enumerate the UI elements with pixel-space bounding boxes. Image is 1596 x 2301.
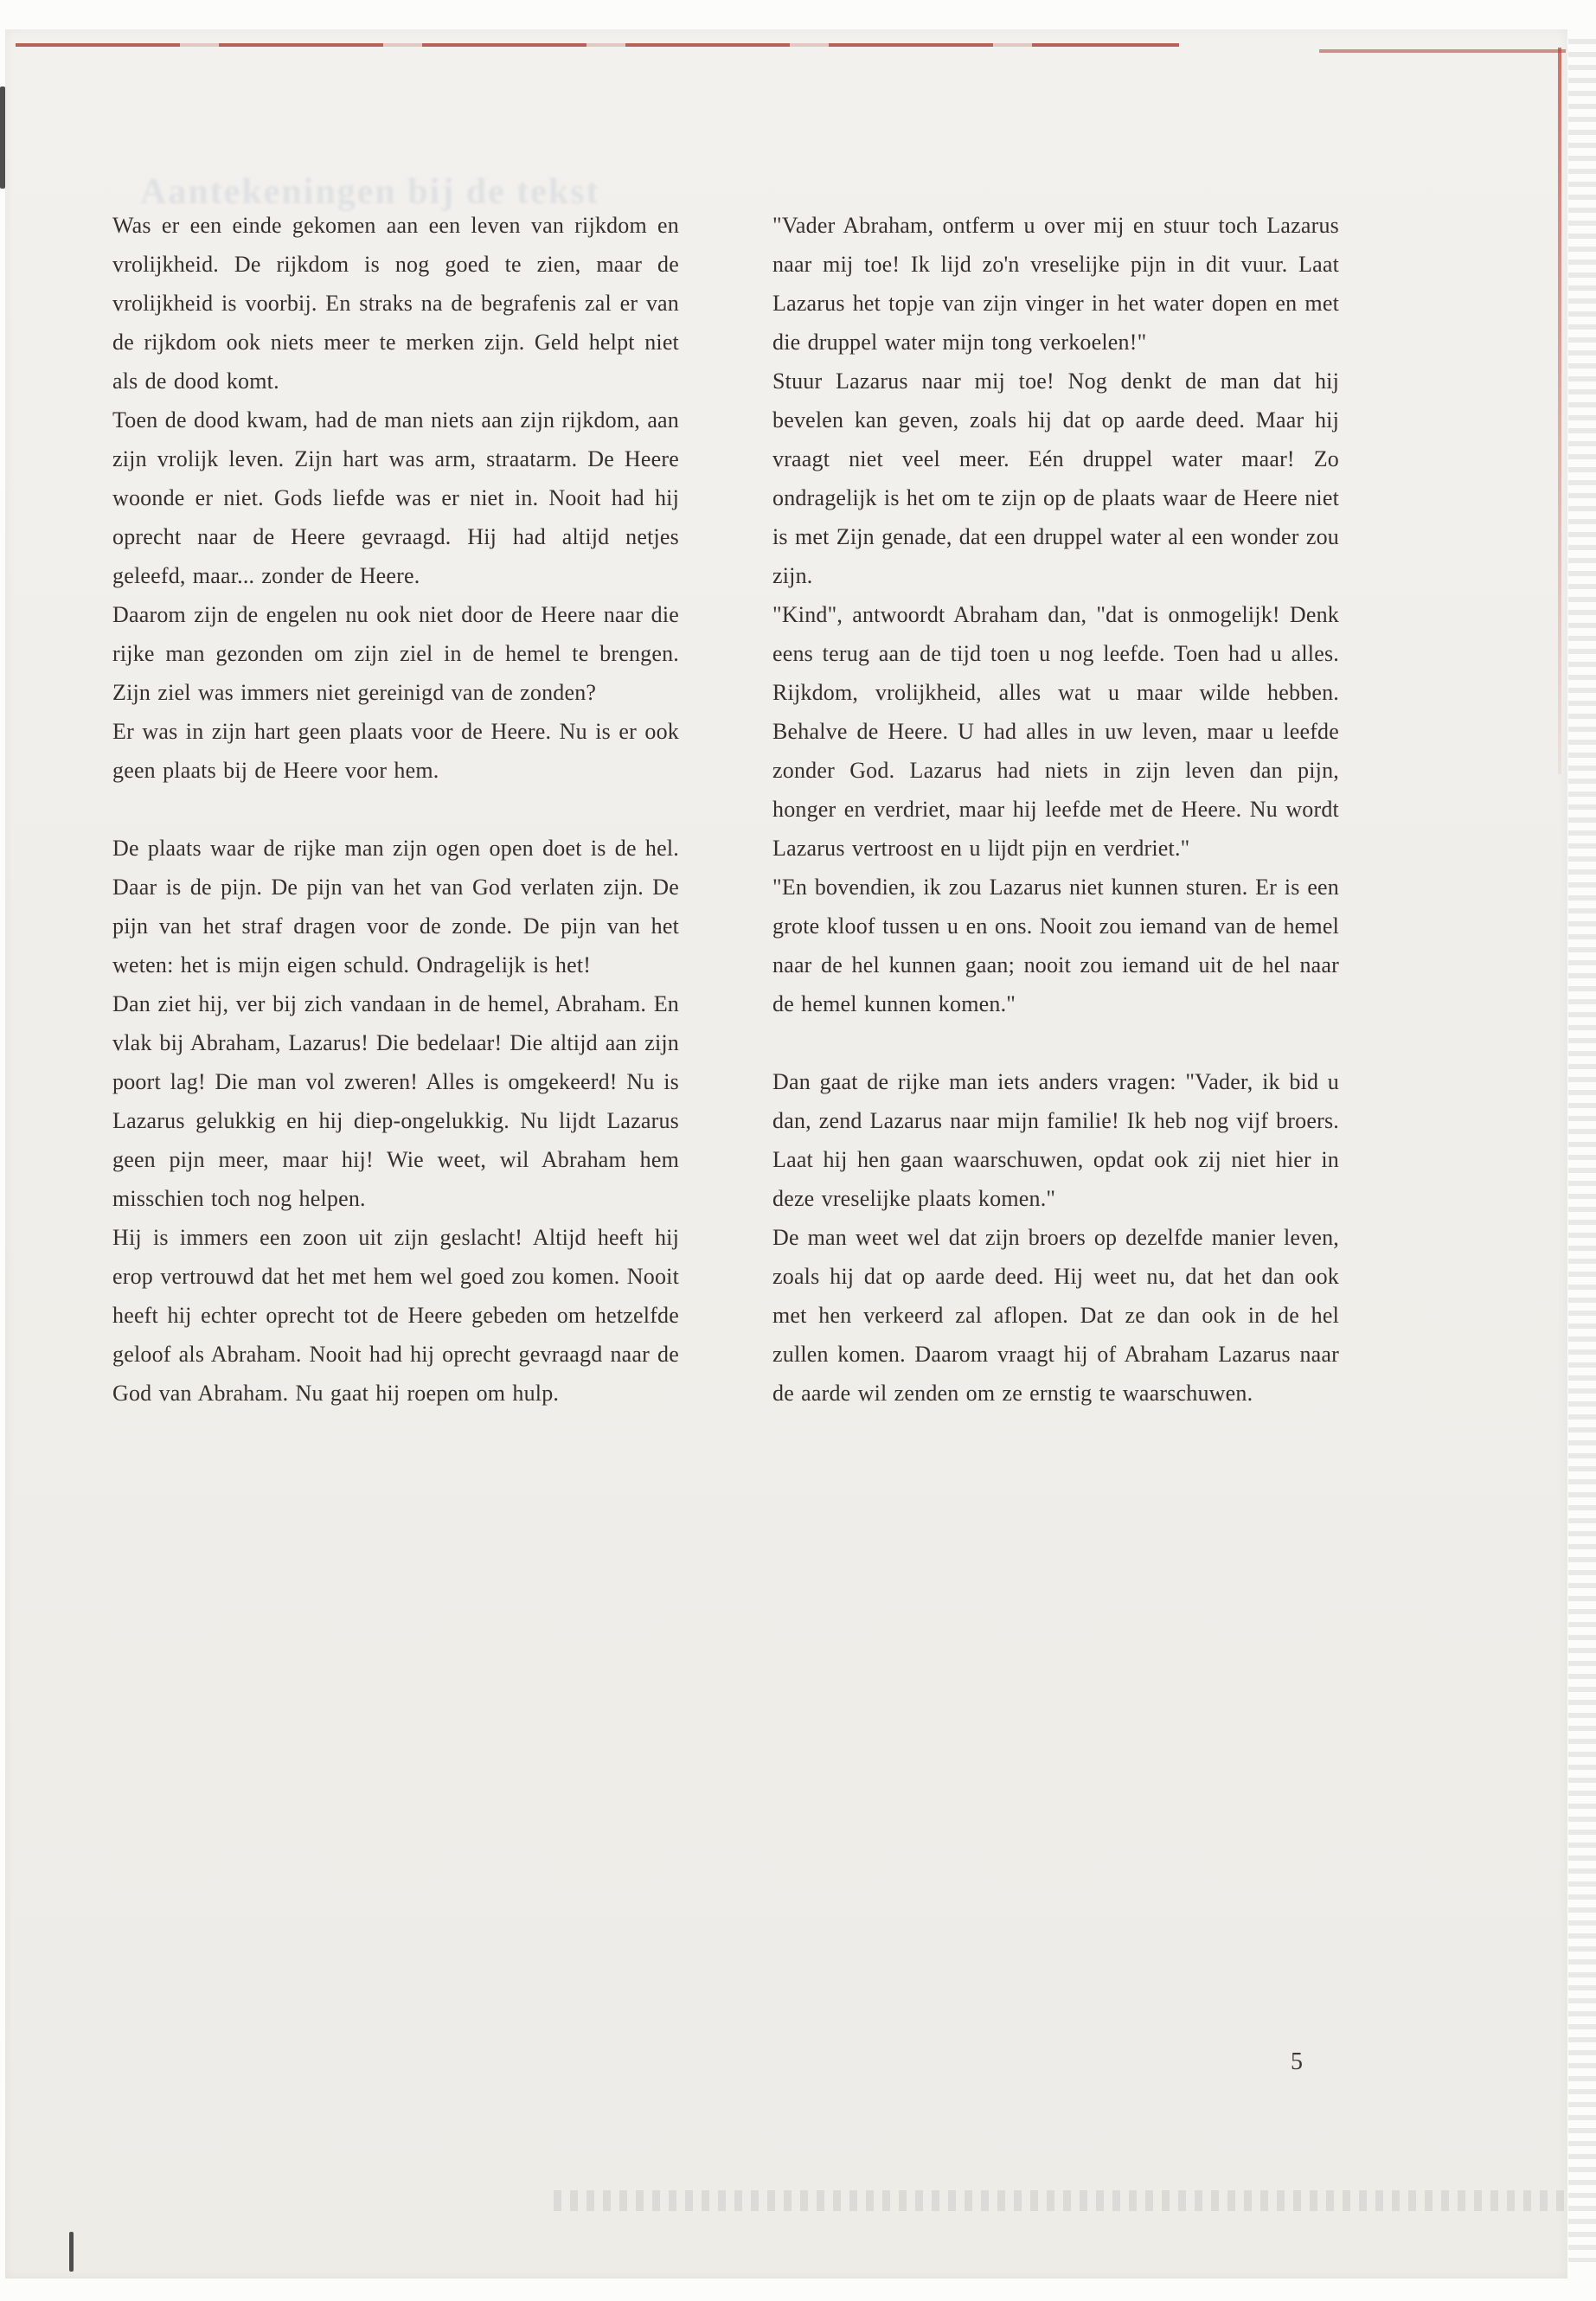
paragraph: Toen de dood kwam, had de man niets aan zijn rijkdom, aan zijn vrolijk leven. Zijn hart was arm, straatarm. De Heere woonde er niet. Gods liefde was er niet in. Nooit had hij oprecht naar de Heere gevraagd. Hij had altijd netjes geleefd, maar... zonder de Heere. <box>112 407 679 588</box>
paragraph: Was er een einde gekomen aan een leven van rijkdom en vrolijkheid. De rijkdom is nog goed te zien, maar de vrolijkheid is voorbij. En straks na de begrafenis zal er van de rijkdom ook niets meer te merken zijn. Geld helpt niet als de dood komt. <box>112 213 679 394</box>
scan-artifact-red-line-right-edge <box>1558 48 1561 774</box>
paragraph: Hij is immers een zoon uit zijn geslacht! Altijd heeft hij erop vertrouwd dat het met hem wel goed zou komen. Nooit heeft hij echter oprecht tot de Heere gebeden om hetzelfde geloof als Abraham. Nooit had hij oprecht gevraagd naar de God van Abraham. Nu gaat hij roepen om hulp. <box>112 1225 679 1406</box>
paragraph: "Vader Abraham, ontferm u over mij en stuur toch Lazarus naar mij toe! Ik lijd zo'n vreselijke pijn in dit vuur. Laat Lazarus het topje van zijn vinger in het water dopen en met die druppel water mijn tong verkoelen!" <box>772 213 1339 355</box>
text-column-left <box>112 206 679 1413</box>
scan-artifact-mark-top-left <box>0 87 5 189</box>
scan-artifact-red-line-top-right <box>1319 49 1566 53</box>
text-body <box>112 206 1339 1413</box>
paragraph: "Kind", antwoordt Abraham dan, "dat is onmogelijk! Denk eens terug aan de tijd toen u nog leefde. Toen had u alles. Rijkdom, vrolijkheid, alles wat u maar wilde hebben. Behalve de Heere. U had alles in uw leven, maar u leefde zonder God. Lazarus had niets in zijn leven dan pijn, honger en verdriet, maar hij leefde met de Heere. Nu wordt Lazarus vertroost en u lijdt pijn en verdriet." <box>772 602 1339 861</box>
paragraph: Er was in zijn hart geen plaats voor de Heere. Nu is er ook geen plaats bij de Heere voor hem. <box>112 719 679 783</box>
scan-artifact-red-line-top <box>16 43 1179 47</box>
paragraph: Dan ziet hij, ver bij zich vandaan in de hemel, Abraham. En vlak bij Abraham, Lazarus! Die bedelaar! Die altijd aan zijn poort lag! Die man vol zweren! Alles is omgekeerd! Nu is Lazarus gelukkig en hij diep-ongelukkig. Nu lijdt Lazarus geen pijn meer, maar hij! Wie weet, wil Abraham hem misschien toch nog helpen. <box>112 991 679 1211</box>
scan-artifact-mark-bottom-left <box>69 2232 74 2272</box>
scan-artifact-edge-noise-right <box>1568 39 1596 2262</box>
scan-artifact-edge-noise-bottom <box>554 2190 1567 2211</box>
paragraph: Stuur Lazarus naar mij toe! Nog denkt de man dat hij bevelen kan geven, zoals hij dat op aarde deed. Maar hij vraagt niet veel meer. Eén druppel water maar! Zo ondragelijk is het om te zijn op de plaats waar de Heere niet is met Zijn genade, dat een druppel water al een wonder zou zijn. <box>772 369 1339 588</box>
paragraph: "En bovendien, ik zou Lazarus niet kunnen sturen. Er is een grote kloof tussen u en ons. Nooit zou iemand van de hemel naar de hel kunnen gaan; nooit zou iemand uit de hel naar de hemel kunnen komen." <box>772 875 1339 1016</box>
paragraph: Dan gaat de rijke man iets anders vragen: "Vader, ik bid u dan, zend Lazarus naar mijn familie! Ik heb nog vijf broers. Laat hij hen gaan waarschuwen, opdat ook zij niet hier in deze vreselijke plaats komen." <box>772 1069 1339 1211</box>
text-column-right <box>772 206 1339 1413</box>
paragraph: De plaats waar de rijke man zijn ogen open doet is de hel. Daar is de pijn. De pijn van het van God verlaten zijn. De pijn van het straf dragen voor de zonde. De pijn van het weten: het is mijn eigen schuld. Ondragelijk is het! <box>112 836 679 977</box>
paragraph: Daarom zijn de engelen nu ook niet door de Heere naar die rijke man gezonden om zijn ziel in de hemel te brengen. Zijn ziel was immers niet gereinigd van de zonden? <box>112 602 679 705</box>
paragraph: De man weet wel dat zijn broers op dezelfde manier leven, zoals hij dat op aarde deed. Hij weet nu, dat het dan ook met hen verkeerd zal aflopen. Dat ze dan ook in de hel zullen komen. Daarom vraagt hij of Abraham Lazarus naar de aarde wil zenden om ze ernstig te waarschuwen. <box>772 1225 1339 1406</box>
bleedthrough-text: Aantekeningen bij de tekst <box>140 172 600 212</box>
page-number: 5 <box>1291 2048 1303 2075</box>
